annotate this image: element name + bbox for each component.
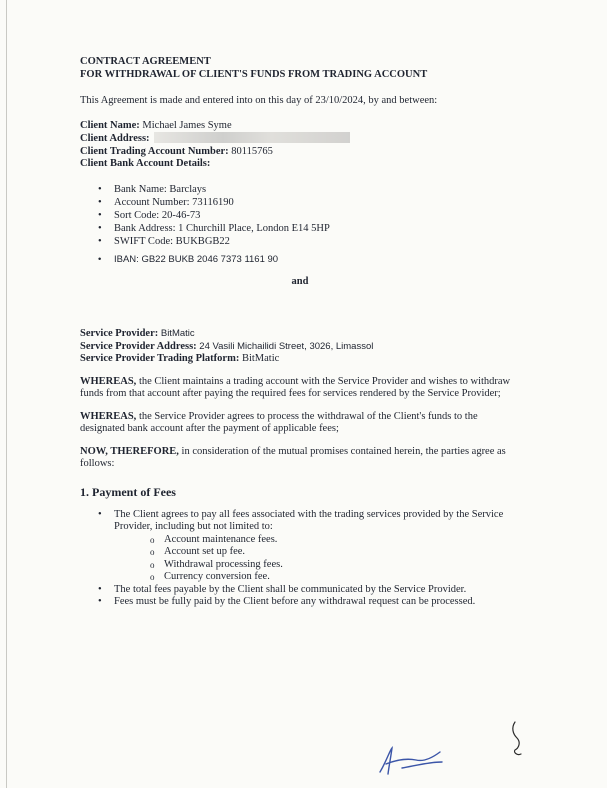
client-address-label: Client Address: <box>80 133 150 144</box>
now-therefore-clause <box>80 446 520 471</box>
page-edge <box>6 0 7 788</box>
section-heading-fees: 1. Payment of Fees <box>80 484 176 499</box>
client-account-value: 80115765 <box>231 145 273 157</box>
intro-paragraph: This Agreement is made and entered into on this day of 23/10/2024, by and between: <box>80 95 438 106</box>
whereas-text: the Service Provider agrees to process the withdrawal of the Client's funds to the designated bank account after the payment of applicable fees; <box>80 410 478 434</box>
bank-details-list <box>80 183 520 266</box>
list-item: • The total fees payable by the Client shall be communicated by the Service Provider. <box>98 584 520 597</box>
fees-sub-list <box>114 534 520 584</box>
client-address-row <box>80 132 520 146</box>
provider-address-value: 24 Vasili Michailidi Street, 3026, Limassol <box>199 340 374 352</box>
now-text: in consideration of the mutual promises contained herein, the parties agree as follows: <box>80 445 506 469</box>
handwritten-mark <box>505 720 529 760</box>
client-name-value: Michael James Syme <box>142 119 232 131</box>
signature-scribble <box>372 742 452 778</box>
and-separator: and <box>291 275 309 287</box>
list-item: • SWIFT Code: BUKBGB22 <box>98 235 520 248</box>
client-details <box>80 120 520 171</box>
list-item: • Sort Code: 20-46-73 <box>98 209 520 222</box>
client-account-row <box>80 146 520 159</box>
whereas-lead: WHEREAS, <box>80 375 137 387</box>
fees-list <box>80 509 520 609</box>
provider-label: Service Provider: <box>80 328 159 339</box>
client-bank-row <box>80 158 520 171</box>
client-name-label: Client Name: <box>80 119 140 131</box>
whereas-text: the Client maintains a trading account with the Service Provider and wishes to withdraw funds from that account after paying the required fees for services rendered by the Service Provider; <box>80 375 511 399</box>
title-line-2: FOR WITHDRAWAL OF CLIENT'S FUNDS FROM TRADING ACCOUNT <box>80 68 428 80</box>
list-item: • Bank Name: Barclays <box>98 183 520 196</box>
provider-address-row <box>80 341 520 354</box>
list-item: • Fees must be fully paid by the Client before any withdrawal request can be processed. <box>98 596 520 609</box>
redacted-address <box>154 132 350 143</box>
provider-value: BitMatic <box>160 328 195 339</box>
provider-address-label: Service Provider Address: <box>80 340 197 352</box>
whereas-clause-2 <box>80 411 520 436</box>
client-name-row <box>80 120 520 133</box>
document-body <box>80 56 520 609</box>
list-item: o Withdrawal processing fees. <box>150 559 520 572</box>
list-item: • Bank Address: 1 Churchill Place, London E14 5HP <box>98 222 520 235</box>
provider-platform-row <box>80 353 520 366</box>
provider-platform-value: BitMatic <box>241 353 280 364</box>
whereas-clause-1 <box>80 376 520 401</box>
now-lead: NOW, THEREFORE, <box>80 445 179 457</box>
provider-details <box>80 328 520 366</box>
provider-platform-label: Service Provider Trading Platform: <box>80 353 240 364</box>
client-bank-label: Client Bank Account Details: <box>80 158 211 169</box>
list-item: • Account Number: 73116190 <box>98 196 520 209</box>
list-item <box>98 509 520 584</box>
client-account-label: Client Trading Account Number: <box>80 145 229 157</box>
list-item: o Currency conversion fee. <box>150 571 520 584</box>
list-item: o Account set up fee. <box>150 546 520 559</box>
list-item: o Account maintenance fees. <box>150 534 520 547</box>
fees-bullet-text: The Client agrees to pay all fees associated with the trading services provided by the Service Provider, including but not limited to: <box>114 508 504 532</box>
whereas-lead: WHEREAS, <box>80 410 137 422</box>
iban-item: • IBAN: GB22 BUKB 2046 7373 1161 90 <box>98 253 520 266</box>
title-line-1: CONTRACT AGREEMENT <box>80 56 211 67</box>
provider-row <box>80 328 520 341</box>
